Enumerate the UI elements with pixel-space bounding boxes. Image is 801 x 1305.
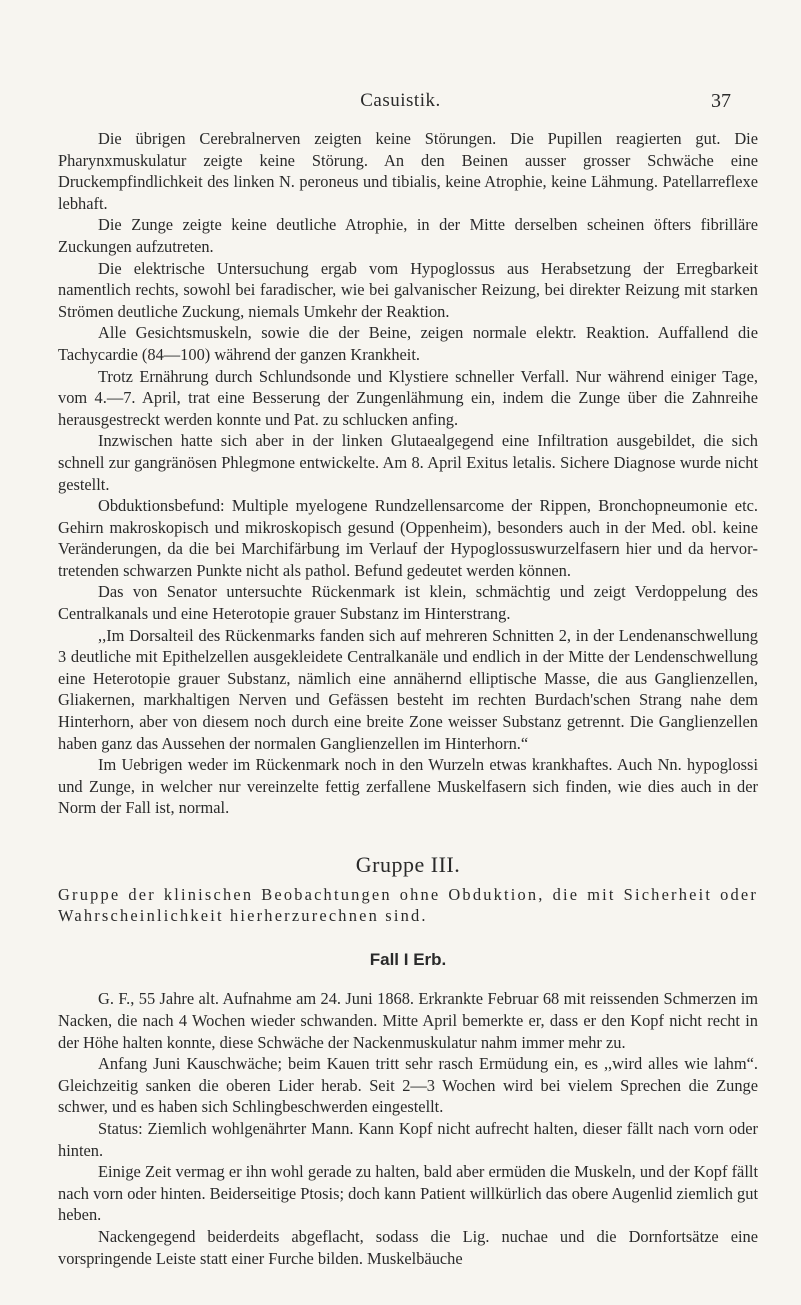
group-description: Gruppe der klinischen Beobachtungen ohne Obduktion, die mit Sicherheit oder Wahrscheinlichkeit hierherzurechnen sind.	[58, 884, 758, 926]
case-paragraph: G. F., 55 Jahre alt. Aufnahme am 24. Juni 1868. Erkrankte Februar 68 mit reissenden Schmerzen im Nacken, die nach 4 Wochen wieder schwanden. Mitte April bemerkte er, dass er den Kopf nicht recht in der Höhe halten konnte, diese Schwäche der Nackenmuskulatur nahm immer mehr zu.	[58, 989, 758, 1052]
paragraph: Die übrigen Cerebralnerven zeigten keine Störungen. Die Pupillen reagierten gut. Die Pharynxmuskulatur zeigte keine Störung. An den Beinen ausser grosser Schwäche eine Druckempfindlichkeit des linken N. peroneus und tibialis, keine Atrophie, keine Lähmung. Patellarreflexe lebhaft.	[58, 129, 758, 213]
case-paragraph: Einige Zeit vermag er ihn wohl gerade zu halten, bald aber ermüden die Muskeln, und der Kopf fällt nach vorn oder hinten. Beiderseitige Ptosis; doch kann Patient willkürlich das obere Augenlid ziemlich gut heben.	[58, 1162, 758, 1225]
body-text	[58, 128, 758, 1269]
running-title: Casuistik.	[360, 90, 441, 111]
case-paragraph: Nackengegend beiderdeits abgeflacht, sodass die Lig. nuchae und die Dornfortsätze eine vorspringende Leiste statt einer Furche bilden. Muskelbäuche	[58, 1226, 758, 1268]
paragraph: ,,Im Dorsalteil des Rückenmarks fanden sich auf mehreren Schnitten 2, in der Lendenanschwellung 3 deutliche mit Epithelzellen ausgekleidete Centralkanäle und endlich in der Mitte der Lendenschwellung eine Heterotopie grauer Substanz, nämlich eine annähernd elliptische Masse, die aus Ganglienzellen, Gliakernen, markhaltigen Nerven und Gefässen besteht im rechten Burdach'schen Strang nahe dem Hinterhorn, aber von diesem noch durch eine breite Zone weisser Substanz getrennt. Die Ganglienzellen haben ganz das Aussehen der normalen Ganglienzellen im Hinterhorn.“	[58, 625, 758, 753]
paragraph: Die Zunge zeigte keine deutliche Atrophie, in der Mitte derselben scheinen öfters fibrilläre Zuckungen aufzutreten.	[58, 215, 758, 256]
paragraph: Trotz Ernährung durch Schlundsonde und Klystiere schneller Verfall. Nur während einiger Tage, vom 4.—7. April, trat eine Besserung der Zungenlähmung ein, indem die Zunge über die Zahnreihe herausgestreckt werden konnte und Pat. zu schlucken anfing.	[58, 366, 758, 429]
page-number: 37	[711, 90, 731, 112]
paragraph: Im Uebrigen weder im Rückenmark noch in den Wurzeln etwas krankhaftes. Auch Nn. hypoglossi und Zunge, in welcher nur vereinzelte fettig zerfallene Muskelfasern sich finden, wie dies auch in der Norm der Fall ist, normal.	[58, 755, 758, 818]
case-paragraph: Status: Ziemlich wohlgenährter Mann. Kann Kopf nicht aufrecht halten, dieser fällt nach vorn oder hinten.	[58, 1118, 758, 1160]
paragraph: Das von Senator untersuchte Rückenmark ist klein, schmächtig und zeigt Verdoppelung des Centralkanals und eine Heterotopie grauer Substanz im Hinterstrang.	[58, 582, 758, 624]
paragraph: Alle Gesichtsmuskeln, sowie die der Beine, zeigen normale elektr. Reaktion. Auffallend die Tachycardie (84—100) während der ganzen Krankheit.	[58, 323, 758, 364]
group-heading: Gruppe III.	[355, 852, 461, 877]
case-paragraph: Anfang Juni Kauschwäche; beim Kauen tritt sehr rasch Ermüdung ein, es ,,wird alles wie lahm“. Gleichzeitig sanken die oberen Lider herab. Seit 2—3 Wochen wird bei vielem Sprechen die Zunge schwer, und es haben sich Schlingbeschwerden eingestellt.	[58, 1054, 758, 1117]
case-heading: Fall I Erb.	[369, 949, 447, 969]
paragraph: Inzwischen hatte sich aber in der linken Glutaealgegend eine Infiltration ausgebildet, die sich schnell zur gangränösen Phlegmone entwickelte. Am 8. April Exitus letalis. Sichere Diagnose wurde nicht gestellt.	[58, 431, 758, 494]
paragraph: Die elektrische Untersuchung ergab vom Hypoglossus aus Herabsetzung der Erregbarkeit namentlich rechts, sowohl bei faradischer, wie bei galvanischer Reizung, bei direkter Reizung mit starken Strömen deutliche Zuckung, niemals Umkehr der Reaktion.	[58, 258, 758, 321]
paragraph: Obduktionsbefund: Multiple myelogene Rundzellensarcome der Rippen, Bronchopneumonie etc. Gehirn makroskopisch und mikroskopisch gesund (Oppenheim), besonders auch in der Med. obl. keine Veränderungen, da die bei Marchifärbung im Verlauf der Hypoglossuswurzelfasern hier und da hervortretenden schwarzen Punkte nicht als pathol. Befund gedeutet werden können.	[58, 496, 758, 580]
